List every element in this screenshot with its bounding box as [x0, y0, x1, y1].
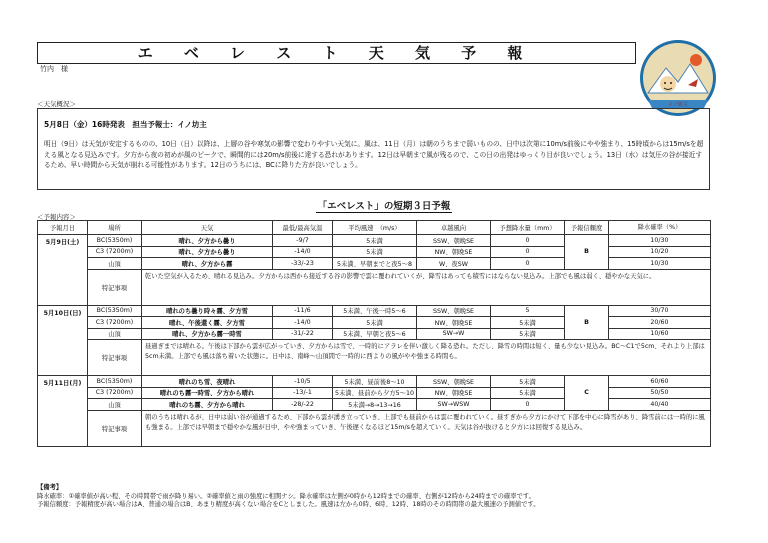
table-row	[38, 410, 711, 446]
place-cell: 山頂	[88, 258, 142, 270]
wind-cell: 5未満、早朝と夜5〜6	[333, 328, 417, 340]
temp-cell: -28/-22	[273, 399, 333, 411]
day3-reliability: C	[565, 376, 609, 411]
weather-cell: 晴れのち曇り時々霧、夕方雪	[142, 305, 273, 317]
direction-cell: SW→WSW	[417, 399, 491, 411]
forecast-section-label: ＜予報内容＞	[37, 213, 76, 221]
pop-cell: 10/60	[609, 328, 711, 340]
day3-note: 朝のうちは晴れるが、日中は弱い谷が通過するため、下部から雲が湧き立っていき、上部でも昼前からは雲に覆われていく。昼すぎから夕方にかけて下部を中心に降雪があり、降雪前には一時的に風も強まる。上部では早朝まで穏やかな風が日中、やや強まっていき、午後遅くなるほど15m/sを超えていく。天気は谷が抜けると夕方には回復する見込み。	[142, 410, 711, 446]
place-cell: BC(5350m)	[88, 305, 142, 317]
precip-cell: 0	[491, 258, 565, 270]
header-reliability: 予報信頼度	[565, 221, 609, 235]
day1-reliability: B	[565, 235, 609, 270]
day2-note: 昼過ぎまでは晴れる。午後は下部から雲が広がっていき、夕方からは雪で、一時的にアラレを伴い激しく降る恐れ。ただし、降雪の時間は短く、量も少ない見込み。BC〜C1で5cm、それより上部は5cm未満。上部でも風は落ち着いた状態に。日中は、南峰〜山頂間で一時的に西よりの風がやや強まる時間も。	[142, 340, 711, 376]
header-temp: 最低/最高気温	[273, 221, 333, 235]
pop-cell: 30/70	[609, 305, 711, 317]
weather-cell: 晴れ、午後還く霧、夕方雪	[142, 317, 273, 329]
pop-cell: 10/30	[609, 235, 711, 247]
wind-cell: 5未満	[333, 235, 417, 247]
wind-cell: 5未満	[333, 246, 417, 258]
page-title: エ ベ レ ス ト 天 気 予 報	[37, 42, 636, 64]
header-date: 予報月日	[38, 221, 88, 235]
temp-cell: -31/-22	[273, 328, 333, 340]
table-row	[38, 387, 711, 399]
remarks-line-2: 予報信頼度：予報精度が高い場合はA、普通の場合はB、あまり精度が高くない場合をCとしました。風速は左から0時、6時、12時、18時のその時間帯の最大風速の予測値です。	[37, 501, 540, 508]
pop-cell: 40/40	[609, 399, 711, 411]
direction-cell: SSW、朝晩SE	[417, 305, 491, 317]
pop-cell: 10/20	[609, 246, 711, 258]
place-cell: BC(5350m)	[88, 376, 142, 388]
direction-cell: NW、朝晩SE	[417, 246, 491, 258]
table-row	[38, 328, 711, 340]
place-cell: C3 (7200m)	[88, 387, 142, 399]
table-row	[38, 246, 711, 258]
remarks-heading: 【備考】	[37, 484, 63, 491]
header-direction: 卓越風向	[417, 221, 491, 235]
place-cell: C3 (7200m)	[88, 317, 142, 329]
header-precip: 予想降水量（mm）	[491, 221, 565, 235]
table-row	[38, 235, 711, 247]
direction-cell: NW、朝晩SE	[417, 387, 491, 399]
table-row	[38, 399, 711, 411]
weather-cell: 晴れ、夕方から霧	[142, 258, 273, 270]
day3-date: 5月11日(月)	[38, 376, 88, 447]
company-logo	[638, 38, 718, 118]
direction-cell: NW、朝晩SE	[417, 317, 491, 329]
precip-cell: 5未満	[491, 328, 565, 340]
precip-cell: 5	[491, 305, 565, 317]
temp-cell: -14/0	[273, 317, 333, 329]
precip-cell: 0	[491, 246, 565, 258]
table-row	[38, 317, 711, 329]
place-cell: C3 (7200m)	[88, 246, 142, 258]
day1-date: 5月9日(土)	[38, 235, 88, 306]
temp-cell: -10/5	[273, 376, 333, 388]
temp-cell: -14/0	[273, 246, 333, 258]
pop-cell: 60/60	[609, 376, 711, 388]
header-place: 場所	[88, 221, 142, 235]
wind-cell: 5未満、午後一時5〜6	[333, 305, 417, 317]
note-label: 特記事項	[88, 410, 142, 446]
table-row	[38, 258, 711, 270]
table-row	[38, 305, 711, 317]
forecast-title-text: 「エベレスト」の短期３日予報	[317, 201, 451, 212]
note-label: 特記事項	[88, 269, 142, 305]
weather-cell: 晴れのち霧、夕方から晴れ	[142, 399, 273, 411]
forecast-table	[37, 220, 711, 447]
table-row	[38, 376, 711, 388]
logo-text: イノ坊主	[668, 102, 688, 108]
place-cell: BC(5350m)	[88, 235, 142, 247]
direction-cell: SW→W	[417, 328, 491, 340]
wind-cell: 5未満	[333, 317, 417, 329]
remarks	[37, 484, 717, 510]
weather-overview-box	[37, 108, 710, 190]
weather-cell: 晴れ、夕方から霧一時雪	[142, 328, 273, 340]
header-wind: 平均風速 （m/s）	[333, 221, 417, 235]
wind-cell: 5未満、昼前後8〜10	[333, 376, 417, 388]
weather-cell: 晴れ、夕方から曇り	[142, 246, 273, 258]
weather-cell: 晴れのち雪、夜晴れ	[142, 376, 273, 388]
temp-cell: -13/-1	[273, 387, 333, 399]
day2-reliability: B	[565, 305, 609, 340]
table-row	[38, 269, 711, 305]
pop-cell: 20/60	[609, 317, 711, 329]
overview-issued: 5月8日（金）16時発表 担当予報士：イノ坊主	[44, 120, 207, 129]
table-row	[38, 340, 711, 376]
pop-cell: 10/30	[609, 258, 711, 270]
forecast-title	[0, 198, 768, 212]
wind-cell: 5未満、早朝までと夜5〜8	[333, 258, 417, 270]
recipient-name: 竹内 様	[40, 65, 68, 73]
wind-cell: 5未満→8→13→16	[333, 399, 417, 411]
weather-cell: 晴れ、夕方から曇り	[142, 235, 273, 247]
note-label: 特記事項	[88, 340, 142, 376]
day1-note: 乾いた空気が入るため、晴れる見込み。夕方からは西から接近する谷の影響で雲に覆われていくが、降雪はあっても積雪にはならない見込み。上部でも風は弱く、穏やかな天気に。	[142, 269, 711, 305]
precip-cell: 5未満	[491, 376, 565, 388]
overview-body: 明日（9日）は天気が安定するものの、10日（日）以降は、上層の谷や寒気の影響で変わりやすい天気に。風は、11日（月）は朝のうちまで弱いものの、日中は次第に10m/s前後にやや強まり、15時頃からは15m/sを超える風となる見込みです。夕方から夜の初めが風のピークで、瞬間的には20m/s前後に達する恐れがあります。12日は早朝まで風が残るので、この日の出発はゆっくり目が良いでしょう。13日（水）は気圧の谷が接近するため、早い時間から天気が崩れる可能性があります。12日のうちには、BCに降りた方が良いでしょう。	[44, 140, 704, 169]
weather-cell: 晴れのち霧一時雪、夕方から晴れ	[142, 387, 273, 399]
remarks-line-1: 降水確率：①確率値が高い程、その時間帯で雨が降り易い。②確率値と雨の強度に相関ナシ。降水確率は左側が0時から12時までの確率、右側が12時から24時までの確率です。	[37, 492, 535, 500]
temp-cell: -9/7	[273, 235, 333, 247]
place-cell: 山頂	[88, 399, 142, 411]
day2-date: 5月10日(日)	[38, 305, 88, 376]
precip-cell: 0	[491, 235, 565, 247]
direction-cell: W、夜SW	[417, 258, 491, 270]
precip-cell: 0	[491, 399, 565, 411]
precip-cell: 5未満	[491, 317, 565, 329]
pop-cell: 50/50	[609, 387, 711, 399]
direction-cell: SSW、朝晩SE	[417, 235, 491, 247]
header-pop: 降水確率（%）	[609, 221, 711, 235]
temp-cell: -33/-23	[273, 258, 333, 270]
precip-cell: 5未満	[491, 387, 565, 399]
table-header-row	[38, 221, 711, 235]
direction-cell: SSW、朝晩SE	[417, 376, 491, 388]
overview-section-label: ＜天気概況＞	[37, 100, 76, 108]
header-weather: 天気	[142, 221, 273, 235]
place-cell: 山頂	[88, 328, 142, 340]
temp-cell: -11/6	[273, 305, 333, 317]
wind-cell: 5未満、昼前から夕方5〜10	[333, 387, 417, 399]
